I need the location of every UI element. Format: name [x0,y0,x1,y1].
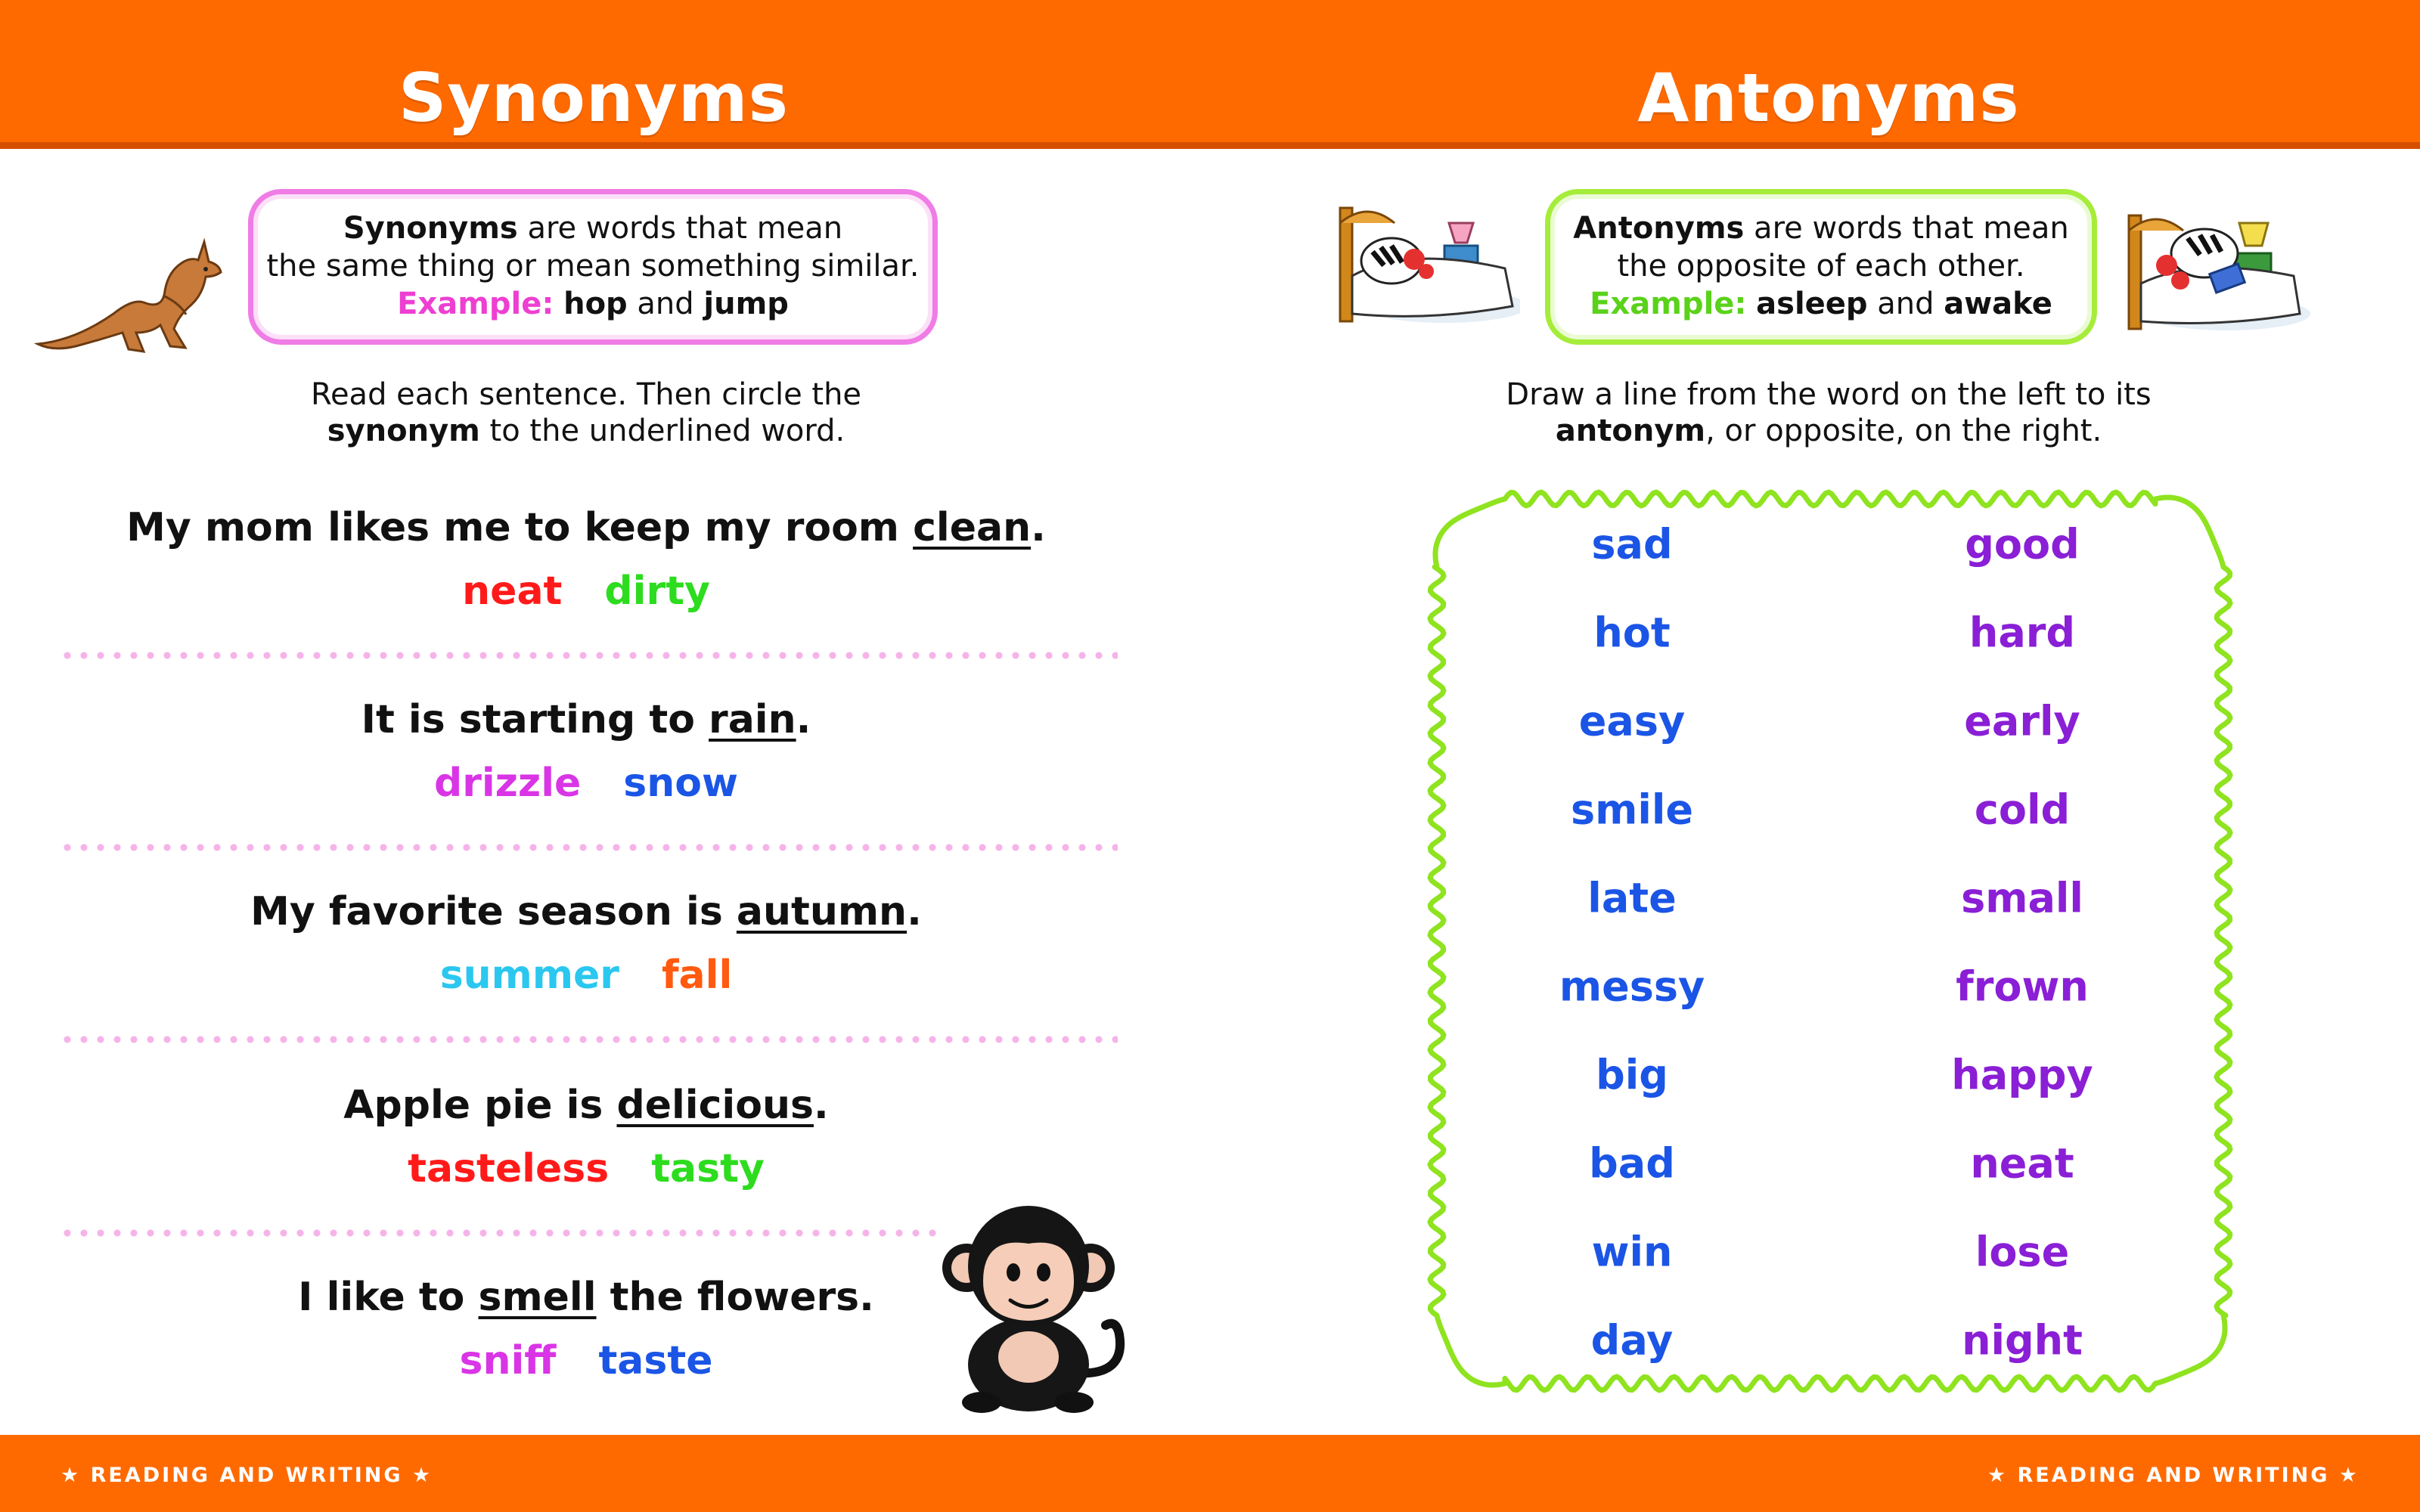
left-word-item[interactable]: easy [1578,697,1686,745]
dotted-divider [59,844,1118,851]
synonym-sentence-3: My favorite season is autumn. [250,889,922,934]
dotted-divider [59,1036,1118,1043]
synonym-sentence-4: Apple pie is delicious. [343,1083,829,1128]
synonym-example-label: Example: [397,287,554,321]
left-word-item[interactable]: win [1591,1228,1673,1276]
left-word-item[interactable]: sad [1591,520,1673,569]
right-word-item[interactable]: night [1962,1316,2083,1365]
choice-word[interactable]: sniff [459,1338,557,1383]
antonym-example-label: Example: [1590,287,1747,321]
underlined-word: delicious [616,1083,814,1128]
synonym-instructions-line2: to the underlined word. [479,414,845,448]
synonym-instructions [208,376,964,449]
antonym-example-word1: asleep [1756,287,1868,321]
underlined-word: clean [913,505,1032,550]
left-word-item[interactable]: smile [1570,785,1694,834]
choice-word[interactable]: summer [439,953,619,998]
synonym-sentence-1: My mom likes me to keep my room clean. [126,505,1046,550]
antonym-def-line2: the opposite of each other. [1617,249,2025,284]
underlined-word: rain [709,697,796,742]
choice-word[interactable]: neat [462,569,563,614]
choice-word[interactable]: tasteless [408,1146,610,1191]
footer-banner [0,1435,2420,1512]
footer-label-left: ★ READING AND WRITING ★ [60,1464,433,1487]
synonym-example-and: and [627,287,704,321]
antonyms-title: Antonyms [1637,59,2020,137]
right-word-item[interactable]: early [1964,697,2080,745]
bed-illustration-right [2121,193,2310,333]
synonyms-title: Synonyms [399,59,789,137]
right-word-item[interactable]: cold [1974,785,2071,834]
choice-word[interactable]: snow [623,761,739,806]
antonym-instructions [1450,376,2207,449]
synonym-instructions-bold: synonym [327,414,480,448]
antonym-example-and: and [1867,287,1944,321]
right-word-item[interactable]: neat [1970,1139,2074,1188]
choice-word[interactable]: tasty [651,1146,765,1191]
left-word-item[interactable]: day [1590,1316,1674,1365]
synonym-example-word1: hop [563,287,628,321]
antonym-definition-box [1545,189,2097,345]
synonym-definition-box [248,189,938,345]
antonym-example-word2: awake [1944,287,2052,321]
right-word-item[interactable]: good [1965,520,2080,569]
underlined-word: smell [478,1275,597,1320]
right-word-item[interactable]: hard [1969,609,2076,657]
synonym-choices-3 [246,953,926,998]
left-word-item[interactable]: hot [1593,609,1671,657]
synonym-def-line2: the same thing or mean something similar. [266,249,920,284]
choice-word[interactable]: drizzle [433,761,582,806]
antonym-word-box [1422,484,2238,1399]
bed-illustration-left [1331,193,1520,325]
synonym-choices-4 [246,1146,926,1191]
kangaroo-illustration [30,227,227,355]
antonym-instructions-line1: Draw a line from the word on the left to its [1506,377,2152,412]
antonym-instructions-bold: antonym [1555,414,1706,448]
antonym-term: Antonyms [1573,211,1745,246]
choice-word[interactable]: taste [598,1338,713,1383]
synonym-sentence-5: I like to smell the flowers. [298,1275,874,1320]
antonym-instructions-line2: , or opposite, on the right. [1705,414,2102,448]
synonym-def-line1: are words that mean [517,211,843,246]
underlined-word: autumn [736,889,908,934]
antonym-def-line1: are words that mean [1744,211,2069,246]
right-word-item[interactable]: small [1961,874,2083,922]
right-word-item[interactable]: happy [1951,1051,2093,1099]
choice-word[interactable]: fall [661,953,733,998]
synonym-term: Synonyms [343,211,518,246]
synonym-instructions-line1: Read each sentence. Then circle the [310,377,862,412]
synonym-choices-1 [246,569,926,614]
dotted-divider [59,1229,936,1237]
left-word-item[interactable]: late [1587,874,1677,922]
synonym-choices-2 [246,761,926,806]
choice-word[interactable]: dirty [604,569,710,614]
left-word-item[interactable]: bad [1589,1139,1675,1188]
left-word-item[interactable]: big [1596,1051,1668,1099]
monkey-illustration [938,1198,1142,1418]
right-word-item[interactable]: frown [1956,962,2089,1011]
header-banner [0,0,2420,149]
footer-label-right: ★ READING AND WRITING ★ [1987,1464,2360,1487]
right-word-item[interactable]: lose [1975,1228,2070,1276]
dotted-divider [59,652,1118,659]
synonym-example-word2: jump [703,287,789,321]
synonym-sentence-2: It is starting to rain. [361,697,811,742]
left-word-item[interactable]: messy [1559,962,1705,1011]
synonym-choices-5 [246,1338,926,1383]
